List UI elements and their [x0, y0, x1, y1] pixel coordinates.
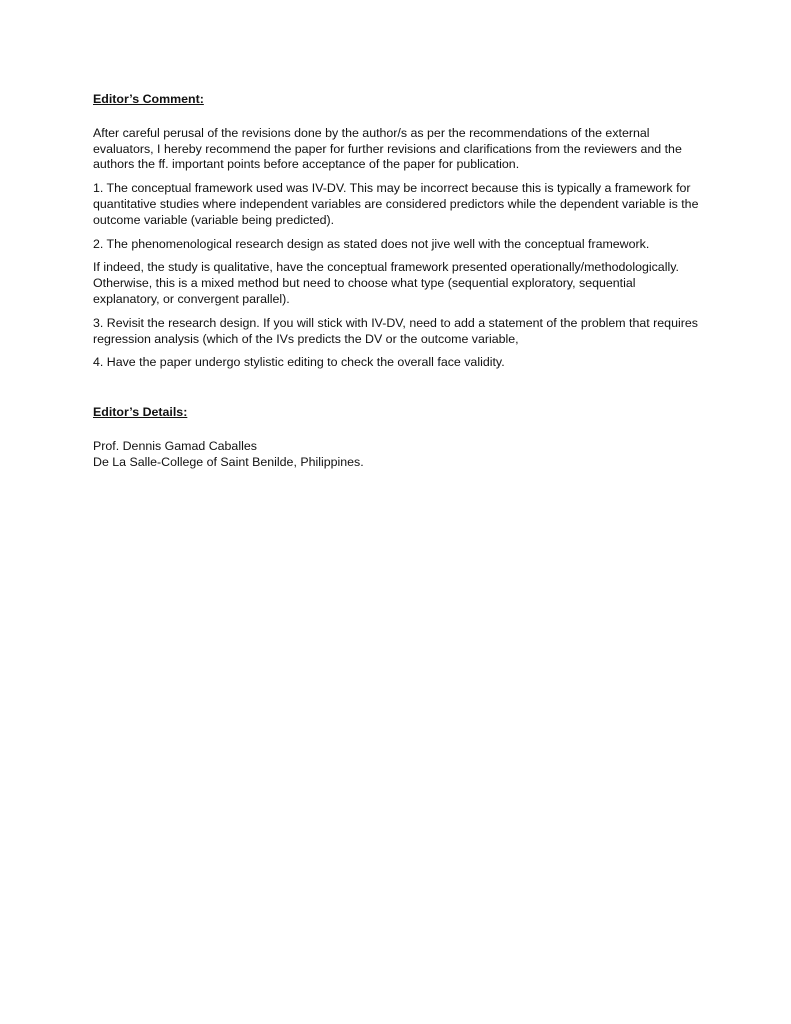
document-content [93, 92, 705, 471]
point-4-paragraph: 4. Have the paper undergo stylistic editing to check the overall face validity. [93, 355, 505, 370]
point-2-followup-paragraph: If indeed, the study is qualitative, have the conceptual framework presented operationally/methodologically. Otherwise, this is a mixed method but need to choose what type (sequential exploratory, sequential explanatory, or convergent parallel). [93, 260, 679, 306]
point-1-paragraph: 1. The conceptual framework used was IV-DV. This may be incorrect because this is typically a framework for quantitative studies where independent variables are considered predictors while the dependent variable is the outcome variable (variable being predicted). [93, 181, 699, 227]
point-3-paragraph: 3. Revisit the research design. If you will stick with IV-DV, need to add a statement of the problem that requires regression analysis (which of the IVs predicts the DV or the outcome variable, [93, 315, 698, 346]
editor-affiliation: De La Salle-College of Saint Benilde, Philippines. [93, 454, 364, 469]
point-2-paragraph: 2. The phenomenological research design as stated does not jive well with the conceptual framework. [93, 236, 650, 251]
editor-comment-heading: Editor’s Comment: [93, 92, 204, 106]
editor-name: Prof. Dennis Gamad Caballes [93, 438, 257, 453]
intro-paragraph: After careful perusal of the revisions done by the author/s as per the recommendations of the external evaluators, I hereby recommend the paper for further revisions and clarifications from the reviewers and the authors the ff. important points before acceptance of the paper for publication. [93, 125, 682, 172]
editor-details-heading: Editor’s Details: [93, 405, 188, 420]
